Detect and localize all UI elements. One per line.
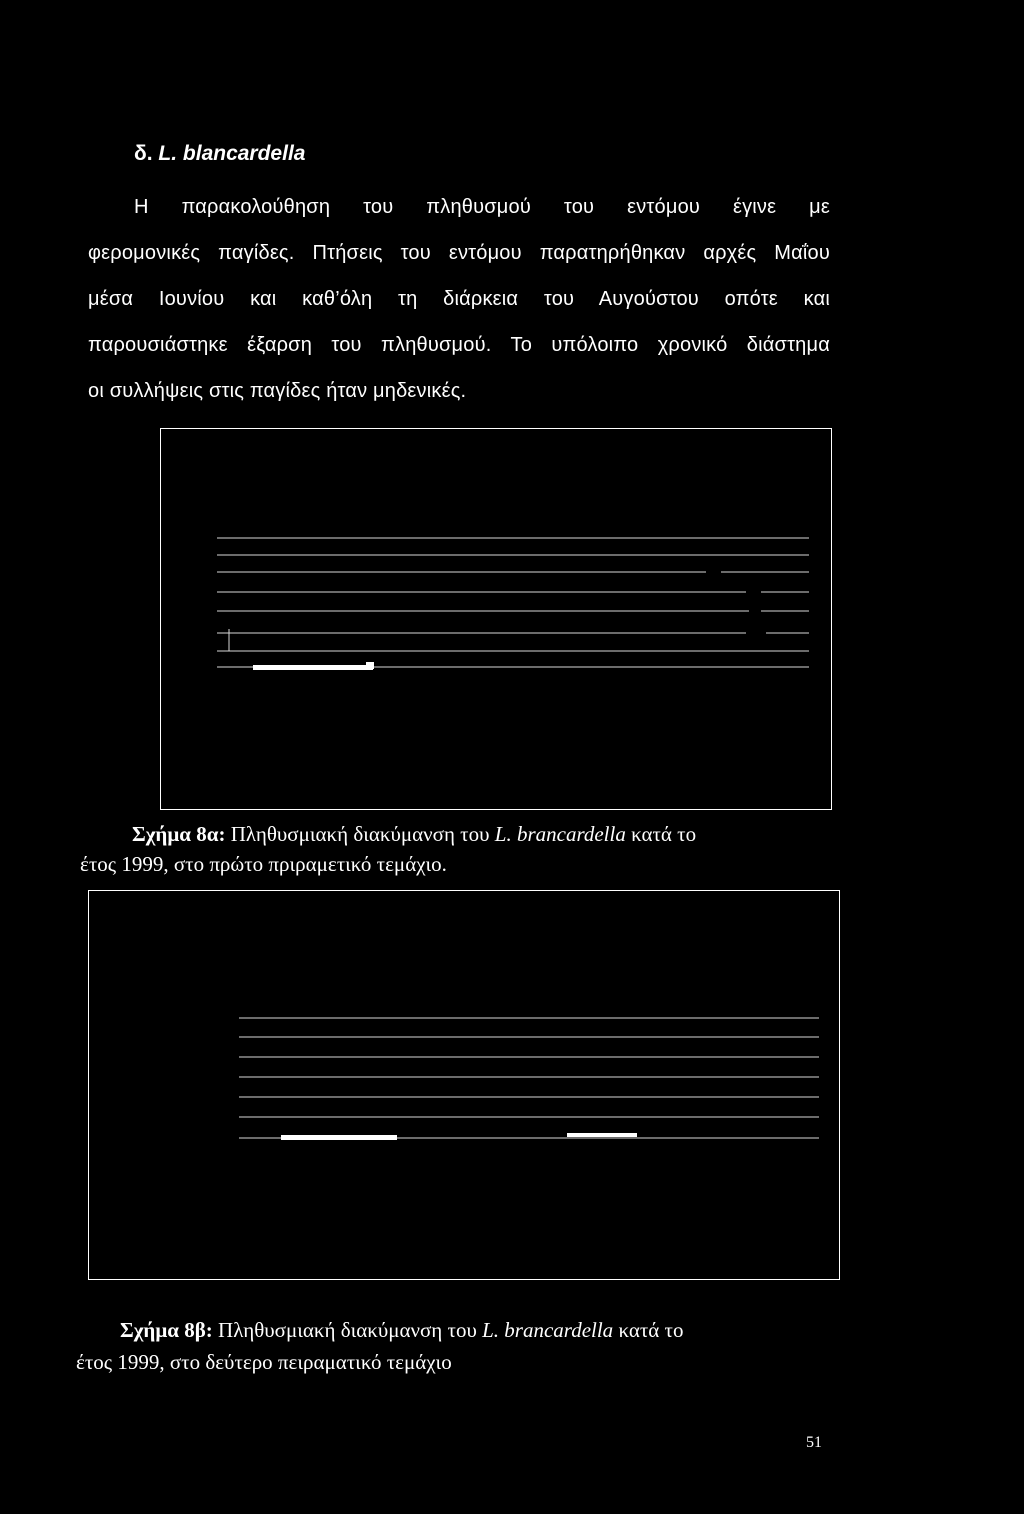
body-line-2: φερομονικές παγίδες. Πτήσεις του εντόμου παρατηρήθηκαν αρχές Μαΐου <box>88 242 830 264</box>
section-letter: δ. <box>134 142 159 165</box>
caption-text: Πληθυσμιακή διακύμανση του <box>225 822 495 846</box>
caption-text: κατά το <box>613 1318 684 1342</box>
caption-species: L. brancardella <box>482 1318 614 1342</box>
figure-8b-caption-line2: έτος 1999, στο δεύτερο πειραματικό τεμάχιο <box>76 1350 452 1374</box>
body-line-3: μέσα Ιουνίου και καθ’όλη τη διάρκεια του Αυγούστου οπότε και <box>88 288 830 310</box>
caption-text: κατά το <box>625 822 697 846</box>
page-number: 51 <box>806 1434 822 1451</box>
figure-8a-caption <box>132 822 696 847</box>
figure-8a-caption-line2: έτος 1999, στο πρώτο πριραμετικό τεμάχιο. <box>80 852 447 876</box>
figure-8b-label: Σχήμα 8β: <box>120 1318 213 1342</box>
data-series-segment <box>567 1133 637 1137</box>
figure-8a-faint-chart <box>161 429 833 811</box>
figure-8a-chart <box>160 428 832 810</box>
figure-8b-faint-chart <box>89 891 841 1281</box>
figure-8b-caption <box>120 1318 683 1343</box>
data-series-segment <box>281 1135 397 1140</box>
body-line-4: παρουσιάστηκε έξαρση του πληθυσμού. Το υπόλοιπο χρονικό διάστημα <box>88 334 830 356</box>
caption-text: Πληθυσμιακή διακύμανση του <box>212 1318 483 1342</box>
data-series-peak <box>366 662 374 669</box>
data-series-segment <box>253 665 373 670</box>
section-heading <box>134 142 305 166</box>
figure-8a-label: Σχήμα 8α: <box>132 822 226 846</box>
body-line-5: οι συλλήψεις στις παγίδες ήταν μηδενικές. <box>88 380 467 402</box>
caption-species: L. brancardella <box>494 822 626 846</box>
figure-8b-chart <box>88 890 840 1280</box>
species-name: L. blancardella <box>158 142 306 165</box>
body-line-1: Η παρακολούθηση του πληθυσμού του εντόμου έγινε με <box>134 196 830 218</box>
